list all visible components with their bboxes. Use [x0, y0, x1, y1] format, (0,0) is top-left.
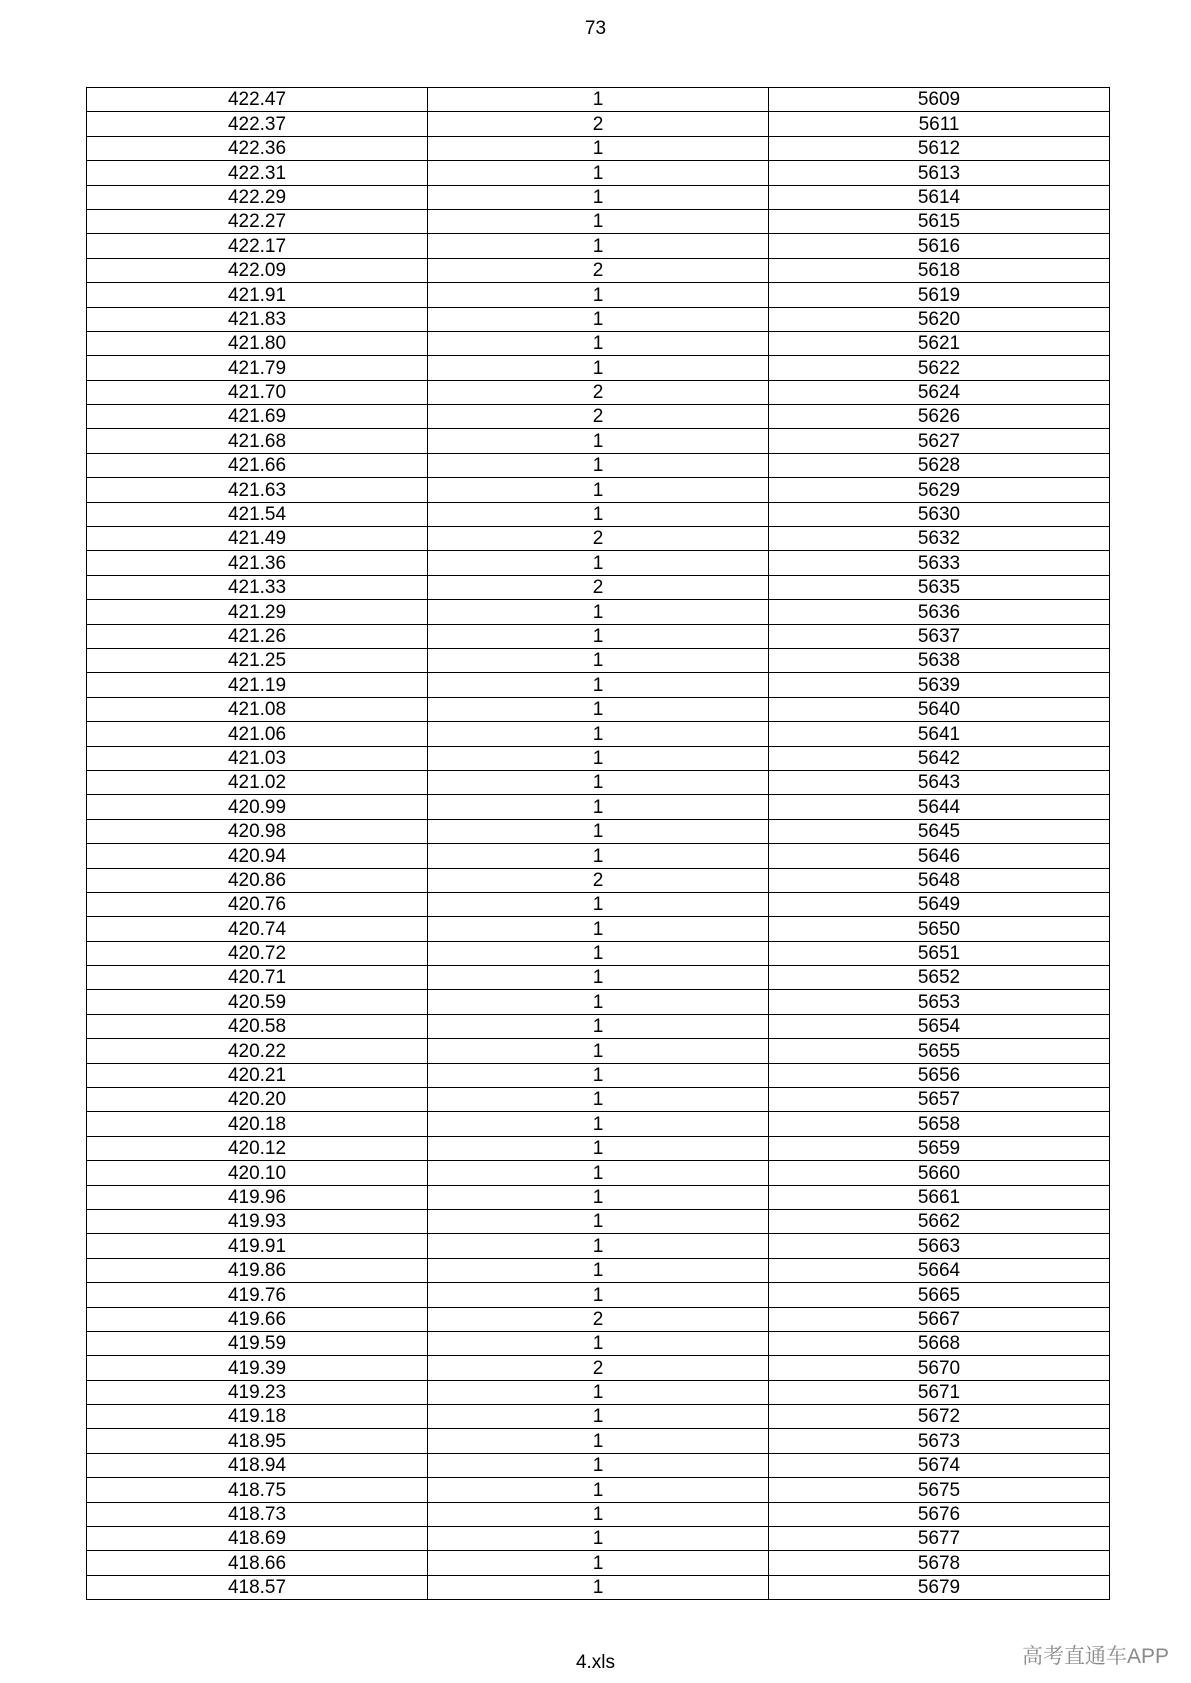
count-cell: 2: [428, 868, 769, 892]
count-cell: 2: [428, 112, 769, 136]
count-cell: 1: [428, 88, 769, 112]
table-row: [87, 1453, 1110, 1477]
count-cell: 1: [428, 1161, 769, 1185]
count-cell: 1: [428, 234, 769, 258]
count-cell: 1: [428, 892, 769, 916]
cumulative-cell: 5614: [769, 185, 1110, 209]
cumulative-cell: 5611: [769, 112, 1110, 136]
cumulative-cell: 5615: [769, 209, 1110, 233]
score-table: [86, 87, 1110, 1600]
cumulative-cell: 5679: [769, 1575, 1110, 1599]
score-cell: 421.02: [87, 770, 428, 794]
cumulative-cell: 5613: [769, 161, 1110, 185]
score-cell: 420.74: [87, 917, 428, 941]
table-row: [87, 624, 1110, 648]
score-cell: 422.29: [87, 185, 428, 209]
table-row: [87, 697, 1110, 721]
score-cell: 420.86: [87, 868, 428, 892]
cumulative-cell: 5635: [769, 575, 1110, 599]
score-cell: 420.20: [87, 1088, 428, 1112]
table-row: [87, 1258, 1110, 1282]
table-row: [87, 1185, 1110, 1209]
score-cell: 420.18: [87, 1112, 428, 1136]
count-cell: 1: [428, 1185, 769, 1209]
table-row: [87, 1429, 1110, 1453]
table-row: [87, 283, 1110, 307]
count-cell: 1: [428, 1331, 769, 1355]
cumulative-cell: 5636: [769, 600, 1110, 624]
table-row: [87, 1551, 1110, 1575]
score-cell: 422.27: [87, 209, 428, 233]
score-cell: 422.47: [87, 88, 428, 112]
footer-filename: 4.xls: [575, 1652, 616, 1673]
count-cell: 1: [428, 1380, 769, 1404]
count-cell: 1: [428, 624, 769, 648]
cumulative-cell: 5618: [769, 258, 1110, 282]
score-cell: 422.36: [87, 136, 428, 160]
table-row: [87, 112, 1110, 136]
table-row: [87, 1380, 1110, 1404]
count-cell: 1: [428, 844, 769, 868]
count-cell: 1: [428, 161, 769, 185]
cumulative-cell: 5654: [769, 1014, 1110, 1038]
score-cell: 421.79: [87, 356, 428, 380]
table-row: [87, 1575, 1110, 1599]
score-cell: 418.73: [87, 1502, 428, 1526]
table-row: [87, 1356, 1110, 1380]
watermark-text: 高考直通车APP: [1021, 1645, 1169, 1668]
cumulative-cell: 5673: [769, 1429, 1110, 1453]
count-cell: 1: [428, 673, 769, 697]
score-cell: 422.31: [87, 161, 428, 185]
score-cell: 421.36: [87, 551, 428, 575]
page-number: 73: [584, 18, 607, 39]
score-cell: 418.57: [87, 1575, 428, 1599]
table-row: [87, 819, 1110, 843]
score-cell: 421.03: [87, 746, 428, 770]
score-cell: 420.98: [87, 819, 428, 843]
score-cell: 420.99: [87, 795, 428, 819]
count-cell: 1: [428, 990, 769, 1014]
count-cell: 1: [428, 1088, 769, 1112]
cumulative-cell: 5633: [769, 551, 1110, 575]
cumulative-cell: 5639: [769, 673, 1110, 697]
cumulative-cell: 5629: [769, 478, 1110, 502]
cumulative-cell: 5630: [769, 502, 1110, 526]
table-row: [87, 575, 1110, 599]
cumulative-cell: 5642: [769, 746, 1110, 770]
score-cell: 422.37: [87, 112, 428, 136]
table-row: [87, 88, 1110, 112]
table-row: [87, 917, 1110, 941]
score-table-container: [86, 87, 1110, 1600]
table-row: [87, 502, 1110, 526]
count-cell: 1: [428, 1405, 769, 1429]
cumulative-cell: 5651: [769, 941, 1110, 965]
count-cell: 2: [428, 380, 769, 404]
count-cell: 2: [428, 258, 769, 282]
table-row: [87, 1112, 1110, 1136]
score-cell: 419.18: [87, 1405, 428, 1429]
score-cell: 421.63: [87, 478, 428, 502]
score-cell: 419.93: [87, 1209, 428, 1233]
cumulative-cell: 5656: [769, 1063, 1110, 1087]
score-cell: 420.12: [87, 1136, 428, 1160]
score-cell: 421.91: [87, 283, 428, 307]
cumulative-cell: 5637: [769, 624, 1110, 648]
count-cell: 1: [428, 746, 769, 770]
count-cell: 1: [428, 1136, 769, 1160]
score-cell: 420.94: [87, 844, 428, 868]
cumulative-cell: 5676: [769, 1502, 1110, 1526]
score-cell: 418.95: [87, 1429, 428, 1453]
count-cell: 1: [428, 1478, 769, 1502]
score-cell: 421.69: [87, 405, 428, 429]
cumulative-cell: 5659: [769, 1136, 1110, 1160]
cumulative-cell: 5644: [769, 795, 1110, 819]
count-cell: 1: [428, 795, 769, 819]
count-cell: 2: [428, 527, 769, 551]
cumulative-cell: 5670: [769, 1356, 1110, 1380]
score-cell: 420.21: [87, 1063, 428, 1087]
table-row: [87, 1209, 1110, 1233]
count-cell: 1: [428, 917, 769, 941]
count-cell: 1: [428, 1502, 769, 1526]
count-cell: 1: [428, 1039, 769, 1063]
table-row: [87, 1331, 1110, 1355]
count-cell: 1: [428, 1453, 769, 1477]
table-row: [87, 1039, 1110, 1063]
count-cell: 1: [428, 356, 769, 380]
cumulative-cell: 5621: [769, 331, 1110, 355]
score-cell: 419.86: [87, 1258, 428, 1282]
score-cell: 421.08: [87, 697, 428, 721]
count-cell: 1: [428, 551, 769, 575]
table-row: [87, 161, 1110, 185]
cumulative-cell: 5641: [769, 722, 1110, 746]
count-cell: 1: [428, 429, 769, 453]
cumulative-cell: 5658: [769, 1112, 1110, 1136]
score-cell: 419.39: [87, 1356, 428, 1380]
table-row: [87, 892, 1110, 916]
table-row: [87, 746, 1110, 770]
count-cell: 1: [428, 1234, 769, 1258]
score-cell: 420.10: [87, 1161, 428, 1185]
count-cell: 1: [428, 1551, 769, 1575]
cumulative-cell: 5650: [769, 917, 1110, 941]
cumulative-cell: 5661: [769, 1185, 1110, 1209]
table-row: [87, 795, 1110, 819]
cumulative-cell: 5645: [769, 819, 1110, 843]
table-row: [87, 551, 1110, 575]
score-cell: 419.96: [87, 1185, 428, 1209]
table-row: [87, 356, 1110, 380]
count-cell: 1: [428, 1258, 769, 1282]
count-cell: 1: [428, 1063, 769, 1087]
cumulative-cell: 5657: [769, 1088, 1110, 1112]
score-cell: 421.33: [87, 575, 428, 599]
count-cell: 1: [428, 770, 769, 794]
cumulative-cell: 5627: [769, 429, 1110, 453]
score-cell: 421.29: [87, 600, 428, 624]
cumulative-cell: 5664: [769, 1258, 1110, 1282]
table-row: [87, 1234, 1110, 1258]
score-cell: 421.83: [87, 307, 428, 331]
cumulative-cell: 5649: [769, 892, 1110, 916]
table-row: [87, 331, 1110, 355]
score-cell: 421.68: [87, 429, 428, 453]
count-cell: 1: [428, 1014, 769, 1038]
table-row: [87, 770, 1110, 794]
count-cell: 1: [428, 648, 769, 672]
table-row: [87, 1014, 1110, 1038]
table-row: [87, 1161, 1110, 1185]
table-row: [87, 1502, 1110, 1526]
count-cell: 1: [428, 478, 769, 502]
score-cell: 418.75: [87, 1478, 428, 1502]
score-cell: 419.66: [87, 1307, 428, 1331]
score-cell: 421.26: [87, 624, 428, 648]
count-cell: 1: [428, 209, 769, 233]
cumulative-cell: 5671: [769, 1380, 1110, 1404]
score-cell: 420.76: [87, 892, 428, 916]
score-cell: 419.59: [87, 1331, 428, 1355]
count-cell: 1: [428, 283, 769, 307]
cumulative-cell: 5652: [769, 966, 1110, 990]
cumulative-cell: 5643: [769, 770, 1110, 794]
score-cell: 421.70: [87, 380, 428, 404]
table-row: [87, 258, 1110, 282]
cumulative-cell: 5678: [769, 1551, 1110, 1575]
cumulative-cell: 5674: [769, 1453, 1110, 1477]
cumulative-cell: 5626: [769, 405, 1110, 429]
table-row: [87, 527, 1110, 551]
cumulative-cell: 5672: [769, 1405, 1110, 1429]
count-cell: 2: [428, 1356, 769, 1380]
cumulative-cell: 5622: [769, 356, 1110, 380]
table-row: [87, 1283, 1110, 1307]
cumulative-cell: 5620: [769, 307, 1110, 331]
cumulative-cell: 5667: [769, 1307, 1110, 1331]
cumulative-cell: 5665: [769, 1283, 1110, 1307]
score-table-body: [87, 88, 1110, 1600]
count-cell: 1: [428, 502, 769, 526]
table-row: [87, 185, 1110, 209]
table-row: [87, 868, 1110, 892]
table-row: [87, 478, 1110, 502]
cumulative-cell: 5653: [769, 990, 1110, 1014]
cumulative-cell: 5612: [769, 136, 1110, 160]
table-row: [87, 1307, 1110, 1331]
table-row: [87, 1527, 1110, 1551]
cumulative-cell: 5662: [769, 1209, 1110, 1233]
table-row: [87, 648, 1110, 672]
cumulative-cell: 5640: [769, 697, 1110, 721]
table-row: [87, 966, 1110, 990]
count-cell: 1: [428, 722, 769, 746]
score-cell: 422.17: [87, 234, 428, 258]
count-cell: 1: [428, 453, 769, 477]
score-cell: 418.69: [87, 1527, 428, 1551]
score-cell: 419.76: [87, 1283, 428, 1307]
table-row: [87, 844, 1110, 868]
count-cell: 2: [428, 575, 769, 599]
count-cell: 1: [428, 819, 769, 843]
table-row: [87, 1136, 1110, 1160]
score-cell: 421.49: [87, 527, 428, 551]
count-cell: 1: [428, 1283, 769, 1307]
table-row: [87, 453, 1110, 477]
cumulative-cell: 5632: [769, 527, 1110, 551]
cumulative-cell: 5628: [769, 453, 1110, 477]
score-cell: 421.54: [87, 502, 428, 526]
count-cell: 1: [428, 697, 769, 721]
table-row: [87, 209, 1110, 233]
count-cell: 1: [428, 966, 769, 990]
count-cell: 1: [428, 600, 769, 624]
score-cell: 420.72: [87, 941, 428, 965]
score-cell: 419.23: [87, 1380, 428, 1404]
score-cell: 421.25: [87, 648, 428, 672]
cumulative-cell: 5646: [769, 844, 1110, 868]
count-cell: 1: [428, 185, 769, 209]
score-cell: 420.59: [87, 990, 428, 1014]
table-row: [87, 234, 1110, 258]
count-cell: 1: [428, 1429, 769, 1453]
count-cell: 1: [428, 136, 769, 160]
count-cell: 1: [428, 1527, 769, 1551]
score-cell: 418.66: [87, 1551, 428, 1575]
table-row: [87, 1478, 1110, 1502]
cumulative-cell: 5616: [769, 234, 1110, 258]
cumulative-cell: 5677: [769, 1527, 1110, 1551]
table-row: [87, 307, 1110, 331]
table-row: [87, 136, 1110, 160]
count-cell: 1: [428, 941, 769, 965]
table-row: [87, 941, 1110, 965]
score-cell: 421.66: [87, 453, 428, 477]
score-cell: 421.06: [87, 722, 428, 746]
count-cell: 1: [428, 1575, 769, 1599]
score-cell: 421.19: [87, 673, 428, 697]
table-row: [87, 429, 1110, 453]
cumulative-cell: 5655: [769, 1039, 1110, 1063]
score-cell: 419.91: [87, 1234, 428, 1258]
cumulative-cell: 5660: [769, 1161, 1110, 1185]
cumulative-cell: 5624: [769, 380, 1110, 404]
table-row: [87, 1063, 1110, 1087]
cumulative-cell: 5675: [769, 1478, 1110, 1502]
cumulative-cell: 5668: [769, 1331, 1110, 1355]
cumulative-cell: 5663: [769, 1234, 1110, 1258]
cumulative-cell: 5619: [769, 283, 1110, 307]
score-cell: 422.09: [87, 258, 428, 282]
table-row: [87, 1405, 1110, 1429]
score-cell: 420.58: [87, 1014, 428, 1038]
count-cell: 1: [428, 1112, 769, 1136]
table-row: [87, 990, 1110, 1014]
score-cell: 421.80: [87, 331, 428, 355]
table-row: [87, 380, 1110, 404]
table-row: [87, 673, 1110, 697]
cumulative-cell: 5648: [769, 868, 1110, 892]
table-row: [87, 405, 1110, 429]
count-cell: 2: [428, 405, 769, 429]
count-cell: 2: [428, 1307, 769, 1331]
count-cell: 1: [428, 1209, 769, 1233]
count-cell: 1: [428, 331, 769, 355]
table-row: [87, 600, 1110, 624]
score-cell: 420.22: [87, 1039, 428, 1063]
cumulative-cell: 5638: [769, 648, 1110, 672]
score-cell: 420.71: [87, 966, 428, 990]
table-row: [87, 722, 1110, 746]
score-cell: 418.94: [87, 1453, 428, 1477]
cumulative-cell: 5609: [769, 88, 1110, 112]
count-cell: 1: [428, 307, 769, 331]
table-row: [87, 1088, 1110, 1112]
